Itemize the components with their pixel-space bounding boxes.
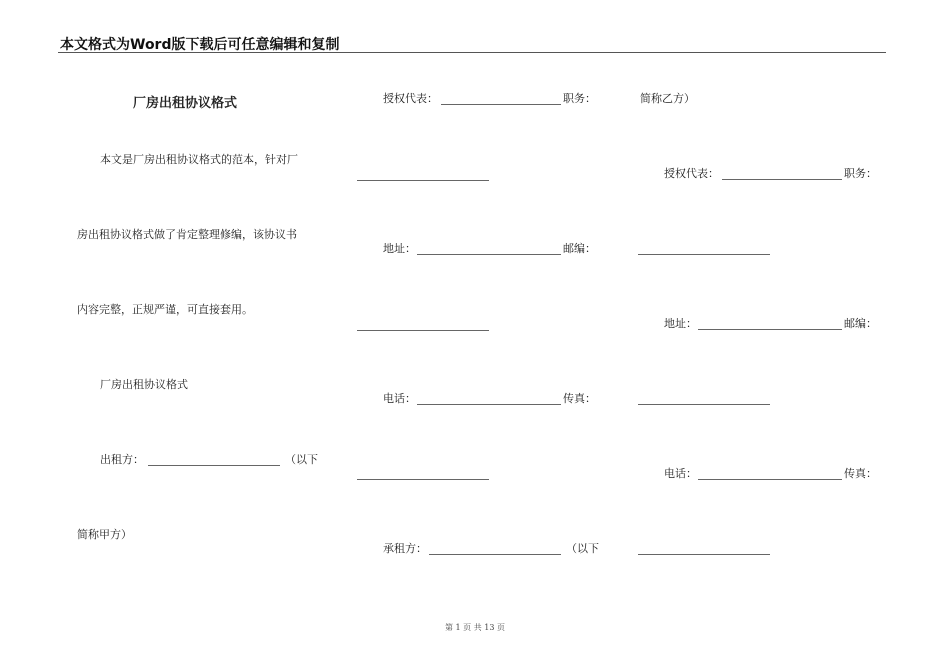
intro-line-3: 内容完整，正规严谨，可直接套用。 <box>77 303 253 316</box>
lessor-label: 出租方： <box>100 453 144 466</box>
col2-phone-label: 电话： <box>383 392 416 405</box>
col3-phone-label: 电话： <box>664 467 697 480</box>
col2-fax-label: 传真： <box>563 392 596 405</box>
col2-position-label: 职务： <box>563 92 596 105</box>
col3-position-label: 职务： <box>844 167 877 180</box>
lessor-blank <box>148 465 280 466</box>
page-footer: 第 1 页 共 13 页 <box>445 623 505 632</box>
col2-address-label: 地址： <box>383 242 416 255</box>
col2-postcode-blank <box>357 330 489 331</box>
lessee-label: 承租方： <box>383 542 427 555</box>
document-title: 厂房出租协议格式 <box>133 96 238 111</box>
col2-address-blank <box>417 254 561 255</box>
col2-position-blank <box>357 180 489 181</box>
col3-postcode-label: 邮编： <box>844 317 877 330</box>
page-header: 本文格式为Word版下载后可任意编辑和复制 <box>60 37 340 53</box>
col3-phone-blank <box>698 479 842 480</box>
lessor-continuation: 简称甲方） <box>77 528 132 541</box>
col3-fax-blank <box>638 554 770 555</box>
lessee-suffix: （以下 <box>566 542 599 555</box>
col3-address-blank <box>698 329 842 330</box>
col2-phone-blank <box>417 404 561 405</box>
col3-rep-blank <box>722 179 842 180</box>
lessee-continuation: 简称乙方） <box>640 92 695 105</box>
col3-position-blank <box>638 254 770 255</box>
header-divider <box>58 52 886 53</box>
col3-fax-label: 传真： <box>844 467 877 480</box>
intro-line-2: 房出租协议格式做了肯定整理修编，该协议书 <box>77 228 297 241</box>
lessor-suffix: （以下 <box>285 453 318 466</box>
col3-rep-label: 授权代表： <box>664 167 719 180</box>
col2-postcode-label: 邮编： <box>563 242 596 255</box>
lessee-blank <box>429 554 561 555</box>
section-subtitle: 厂房出租协议格式 <box>100 378 188 391</box>
col3-address-label: 地址： <box>664 317 697 330</box>
intro-line-1: 本文是厂房出租协议格式的范本，针对厂 <box>100 153 298 166</box>
col2-fax-blank <box>357 479 489 480</box>
col3-postcode-blank <box>638 404 770 405</box>
col2-rep-blank <box>441 104 561 105</box>
col2-rep-label: 授权代表： <box>383 92 438 105</box>
